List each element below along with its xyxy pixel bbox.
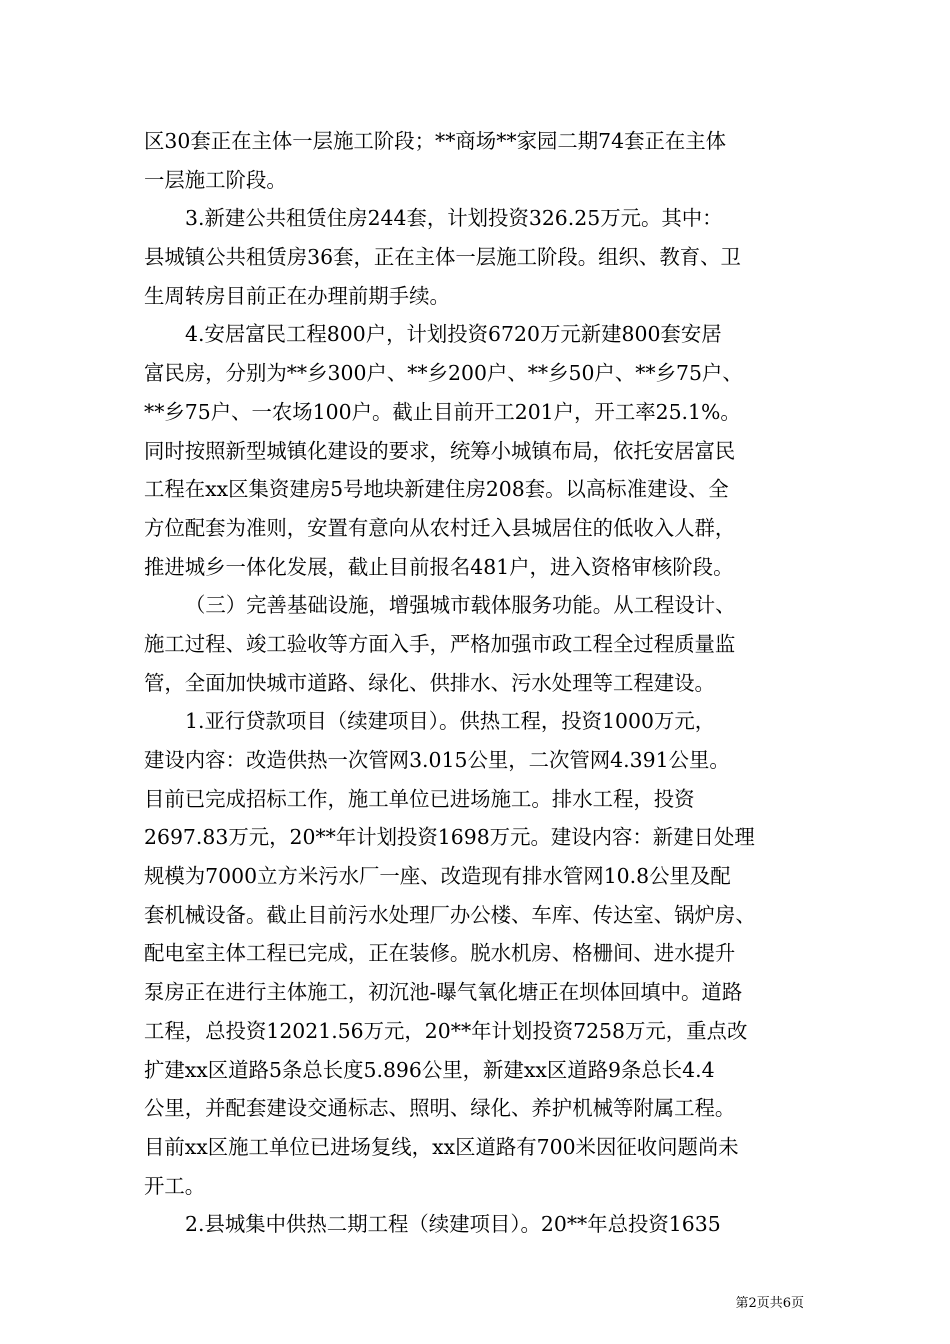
text-line: **乡75户、一农场100户。截止目前开工201户，开工率25.1%。 [144, 399, 741, 424]
text-line: 扩建xx区道路5条总长度5.896公里，新建xx区道路9条总长4.4 [144, 1057, 715, 1082]
text-line: 富民房，分别为**乡300户、**乡200户、**乡50户、**乡75户、 [144, 361, 743, 386]
text-line: 3.新建公共租赁住房244套，计划投资326.25万元。其中： [185, 206, 723, 231]
text-line: 县城镇公共租赁房36套，正在主体一层施工阶段。组织、教育、卫 [144, 245, 741, 270]
text-line: 建设内容：改造供热一次管网3.015公里，二次管网4.391公里。 [144, 748, 730, 772]
text-line: 目前xx区施工单位已进场复线，xx区道路有700米因征收问题尚未 [144, 1134, 739, 1159]
document-body [144, 122, 804, 1244]
text-line: 生周转房目前正在办理前期手续。 [144, 283, 450, 308]
text-line: 一层施工阶段。 [144, 167, 287, 192]
text-line: 套机械设备。截止目前污水处理厂办公楼、车库、传达室、锅炉房、 [144, 902, 756, 927]
text-line: 区30套正在主体一层施工阶段；**商场**家园二期74套正在主体 [144, 129, 727, 153]
text-line: 1.亚行贷款项目（续建项目）。供热工程，投资1000万元， [185, 709, 716, 734]
text-line: 配电室主体工程已完成，正在装修。脱水机房、格栅间、进水提升 [144, 941, 736, 966]
text-line: 施工过程、竣工验收等方面入手，严格加强市政工程全过程质量监 [144, 631, 736, 656]
text-line: 工程在xx区集资建房5号地块新建住房208套。以高标准建设、全 [144, 477, 729, 502]
text-line: 工程，总投资12021.56万元，20**年计划投资7258万元，重点改 [144, 1018, 748, 1043]
text-line: 目前已完成招标工作，施工单位已进场施工。排水工程，投资 [144, 786, 695, 811]
text-line: 2697.83万元，20**年计划投资1698万元。建设内容：新建日处理 [144, 825, 755, 850]
text-line: 规模为7000立方米污水厂一座、改造现有排水管网10.8公里及配 [144, 864, 731, 889]
text-line: 4.安居富民工程800户，计划投资6720万元新建800套安居 [185, 322, 722, 347]
text-line: 方位配套为准则，安置有意向从农村迁入县城居住的低收入人群， [144, 515, 736, 540]
text-line: （三）完善基础设施，增强城市载体服务功能。从工程设计、 [185, 593, 736, 618]
text-line: 泵房正在进行主体施工，初沉池-曝气氧化塘正在坝体回填中。道路 [144, 980, 743, 1005]
text-line: 管，全面加快城市道路、绿化、供排水、污水处理等工程建设。 [144, 670, 715, 695]
page-number-footer: 第2页共6页 [735, 1296, 804, 1311]
text-line: 开工。 [144, 1173, 206, 1198]
text-line: 公里，并配套建设交通标志、照明、绿化、养护机械等附属工程。 [144, 1096, 736, 1121]
text-line: 同时按照新型城镇化建设的要求，统筹小城镇布局，依托安居富民 [144, 438, 736, 463]
text-line: 推进城乡一体化发展，截止目前报名481户，进入资格审核阶段。 [144, 554, 734, 579]
text-line: 2.县城集中供热二期工程（续建项目）。20**年总投资1635 [185, 1212, 721, 1237]
